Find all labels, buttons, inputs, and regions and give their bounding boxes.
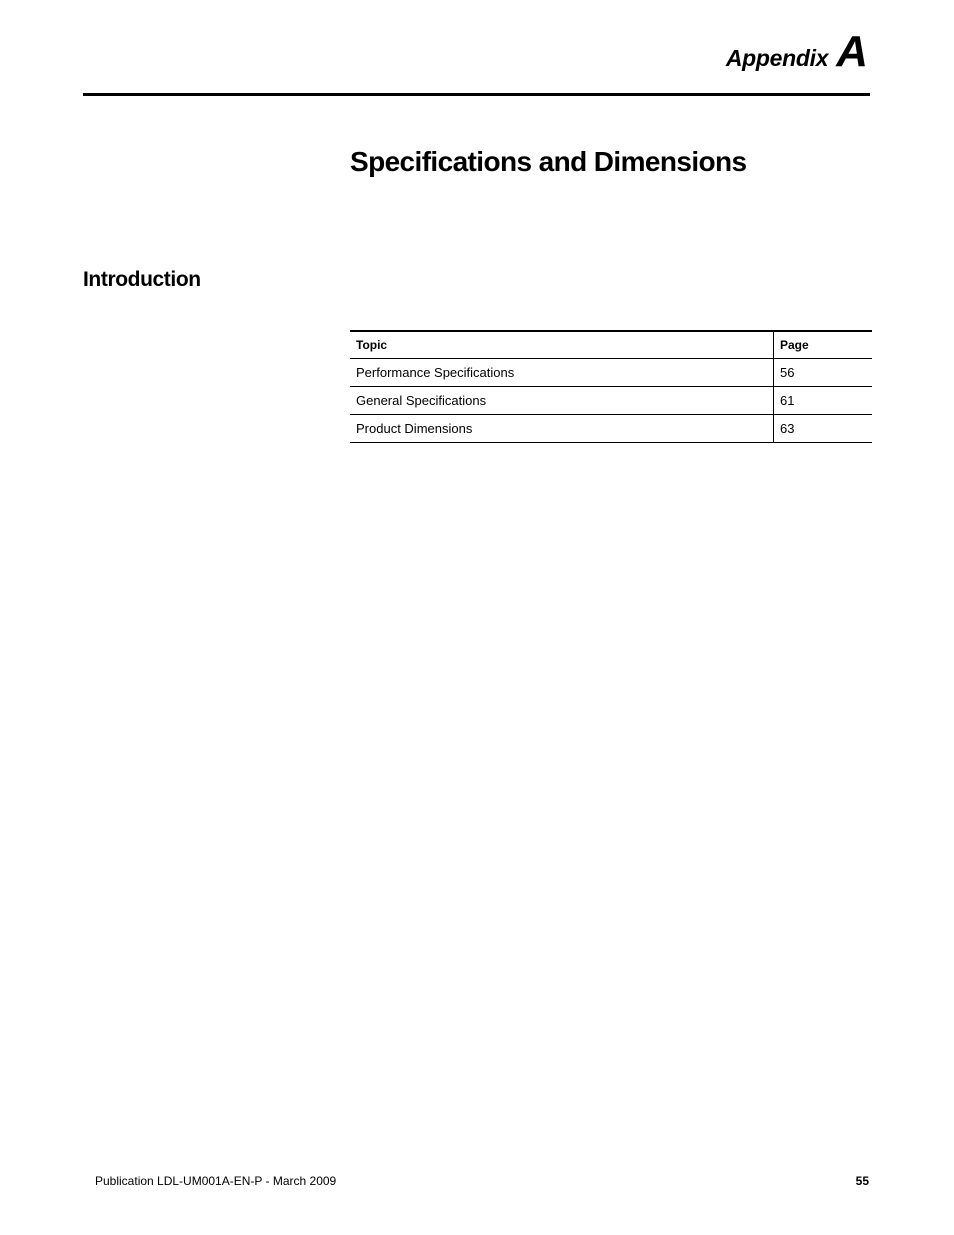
table-row xyxy=(350,359,872,387)
header-rule xyxy=(83,93,870,96)
column-header-page: Page xyxy=(774,331,873,359)
appendix-word: Appendix xyxy=(725,45,829,71)
footer-publication: Publication LDL-UM001A-EN-P - March 2009 xyxy=(95,1174,337,1188)
table-header-row xyxy=(350,331,872,359)
topic-cell: Product Dimensions xyxy=(350,415,774,443)
appendix-header xyxy=(725,27,868,76)
page-cell: 56 xyxy=(774,359,873,387)
table-row xyxy=(350,415,872,443)
page-cell: 61 xyxy=(774,387,873,415)
footer-page-number: 55 xyxy=(855,1174,869,1188)
topic-table xyxy=(350,330,872,443)
page-cell: 63 xyxy=(774,415,873,443)
chapter-title: Specifications and Dimensions xyxy=(350,146,747,177)
topic-cell: General Specifications xyxy=(350,387,774,415)
appendix-letter: A xyxy=(836,27,868,76)
topic-cell: Performance Specifications xyxy=(350,359,774,387)
column-header-topic: Topic xyxy=(350,331,774,359)
section-heading-introduction: Introduction xyxy=(83,268,201,291)
table-row xyxy=(350,387,872,415)
